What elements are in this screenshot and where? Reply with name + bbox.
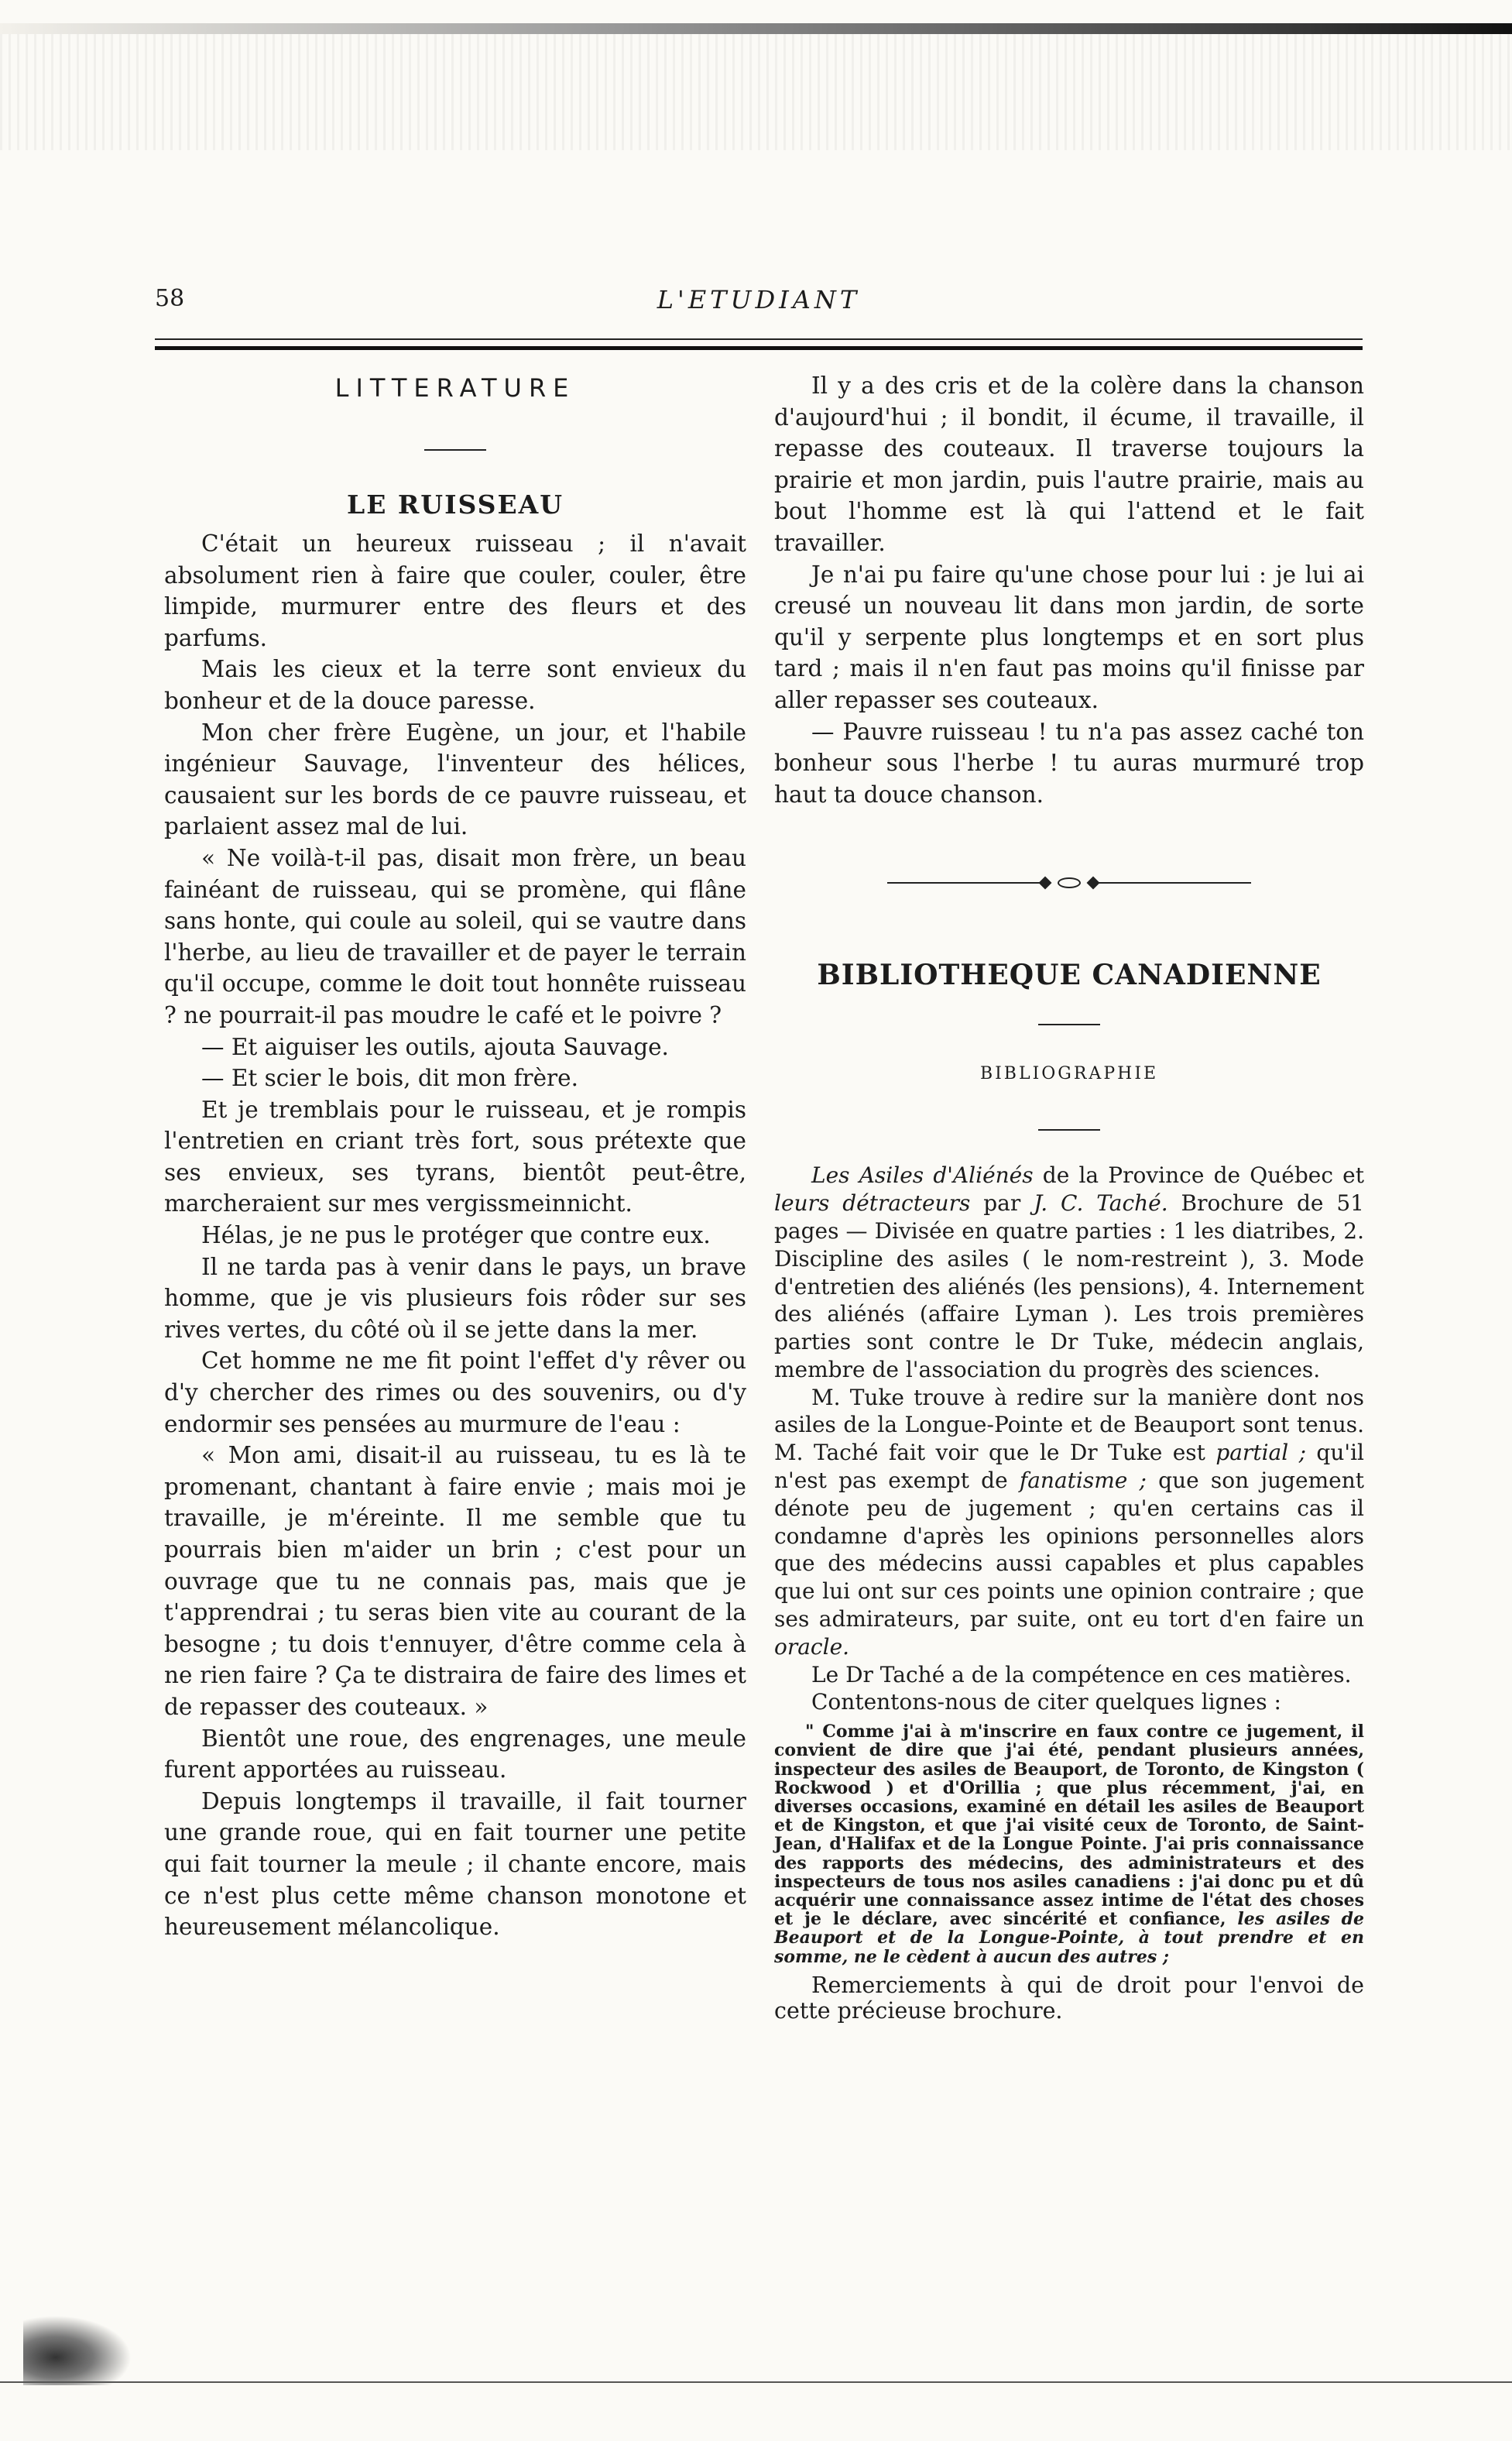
thanks-paragraph: Remerciements à qui de droit pour l'envoi de cette précieuse brochure. [774, 1972, 1364, 2024]
paragraph: « Ne voilà-t-il pas, disait mon frère, un beau fainéant de ruisseau, qui se promène, qui flâne sans honte, qui coule au soleil, qui se vautre dans l'herbe, au lieu de travailler et de payer le terrain qu'il occupe, comme le doit tout honnête ruisseau ? ne pourrait-il pas moudre le café et le poivre ? [164, 844, 746, 1028]
bibliography-body [774, 1162, 1364, 2024]
paragraph: Depuis longtemps il travaille, il fait tourner une grande roue, qui en fait tourner une petite qui fait tourner la meule ; il chante encore, mais ce n'est plus cette même chanson monotone et heureusement mélancolique. [164, 1787, 746, 1941]
right-column [774, 370, 1364, 2024]
review-paragraph: M. Tuke trouve à redire sur la manière dont nos asiles de la Longue-Pointe et de Beauport sont tenus. M. Taché fait voir que le Dr Tuke est partial ; qu'il n'est pas exempt de fanatisme ; que son jugement dénote peu de jugement ; qu'en certains cas il condamne d'après les opinions personnelles alors que des médecins aussi capables et plus capables que lui ont sur ces points une opinion contraire ; que ses admirateurs, par suite, ont eu tort d'en faire un oracle. [774, 1384, 1364, 1660]
article-title: LE RUISSEAU [347, 489, 564, 520]
paragraph: Bientôt une roue, des engrenages, une meule furent apportées au ruisseau. [164, 1725, 746, 1784]
paragraph: C'était un heureux ruisseau ; il n'avait absolument rien à faire que couler, couler, être limpide, murmurer entre des fleurs et des parfums. [164, 530, 746, 651]
book-subtitle: leurs détracteurs [774, 1190, 971, 1217]
author-name: J. C. Taché. [1034, 1190, 1168, 1217]
ornament-line-left [887, 882, 1042, 884]
paragraph: — Et scier le bois, dit mon frère. [201, 1065, 578, 1092]
quotation: " Comme j'ai à m'inscrire en faux contre ce jugement, il convient de dire que j'ai été, pendant plusieurs années, inspecteur des asiles de Beauport, de Toronto, de Kingston ( Rockwood ) et d'Orillia ; que plus récemment, j'ai, en diverses occasions, examiné en détail les asiles de Beauport et de Kingston, et que j'ai visité ceux de Toronto, de Saint-Jean, d'Halifax et de la Longue Pointe. J'ai pris connaissance des rapports des médecins, des administrateurs et des inspecteurs de tous nos asiles canadiens : j'ai donc pu et dû acquérir une connaissance assez intime de l'état des choses et je le déclare, avec sincérité et confiance, les asiles de Beauport et de la Longue-Pointe, à tout prendre et en somme, ne le cèdent à aucun des autres ; [774, 1722, 1364, 1967]
paragraph: — Et aiguiser les outils, ajouta Sauvage. [201, 1033, 669, 1060]
page-bottom-edge [0, 2381, 1512, 2383]
paragraph: Et je tremblais pour le ruisseau, et je rompis l'entretien en criant très fort, sous prétexte que ses envieux, ses tyrans, bientôt peut-être, marcheraient sur mes vergissmeinnicht. [164, 1096, 746, 1217]
header-rule-thick [155, 346, 1363, 350]
running-title: L'ETUDIANT [657, 285, 861, 314]
page-number: 58 [155, 285, 185, 312]
review-paragraph: Le Dr Taché a de la compétence en ces matières. [811, 1661, 1352, 1687]
paragraph: « Mon ami, disait-il au ruisseau, tu es là te promenant, chantant à faire envie ; mais moi je travaille, je m'éreinte. Il me semble que tu pourrais bien m'aider un brin ; c'est pour un ouvrage que tu ne connais pas, mais que je t'apprendrai ; tu seras bien vite au courant de la besogne ; tu dois t'ennuyer, d'être comme cela à ne rien faire ? Ça te distraira de faire des limes et de repasser des couteaux. » [164, 1442, 746, 1720]
paragraph: Mais les cieux et la terre sont envieux du bonheur et de la douce paresse. [164, 656, 746, 714]
article-body [164, 528, 746, 1943]
paragraph: Cet homme ne me fit point l'effet d'y rêver ou d'y chercher des rimes ou des souvenirs, ou d'y endormir ses pensées au murmure de l'eau : [164, 1348, 746, 1437]
review-paragraph: Les Asiles d'Aliénés de la Province de Québec et leurs détracteurs par J. C. Taché. Brochure de 51 pages — Divisée en quatre parties : 1 les diatribes, 2. Discipline des asiles ( le nom-restreint ), 3. Mode d'entretien des aliénés (les pensions), 4. Internement des aliénés (affaire Lyman ). Les trois premières parties sont contre le Dr Tuke, médecin anglais, membre de l'association du progrès des sciences. [774, 1162, 1364, 1382]
left-column [164, 370, 746, 1943]
paragraph: Il y a des cris et de la colère dans la chanson d'aujourd'hui ; il bondit, il écume, il travaille, il repasse des couteaux. Il traverse toujours la prairie et mon jardin, puis l'autre prairie, mais au bout l'homme est là qui l'attend et le fait travailler. [774, 373, 1364, 556]
header-rule-thin [155, 338, 1363, 340]
bibliotheque-title: BIBLIOTHEQUE CANADIENNE [817, 959, 1322, 992]
ornament-line-right [1096, 882, 1251, 884]
book-title: Les Asiles d'Aliénés [811, 1162, 1034, 1189]
ornament-knot [1058, 877, 1081, 888]
ornament-diamond [1039, 877, 1052, 890]
top-edge-rule [0, 23, 1512, 34]
paragraph: Je n'ai pu faire qu'une chose pour lui : je lui ai creusé un nouveau lit dans mon jardin, de sorte qu'il y serpente plus longtemps et en sort plus tard ; mais il n'en faut pas moins qu'il finisse par aller repasser ses couteaux. [774, 561, 1364, 713]
paragraph: Il ne tarda pas à venir dans le pays, un brave homme, que je vis plusieurs fois rôder sur ses rives vertes, du côté où il se jette dans la mer. [164, 1253, 746, 1343]
scan-noise [0, 34, 1512, 150]
paragraph: Hélas, je ne pus le protéger que contre eux. [201, 1222, 711, 1249]
bibliographie-heading: BIBLIOGRAPHIE [979, 1064, 1159, 1084]
ornament-divider [887, 874, 1251, 892]
section-heading: LITTERATURE [334, 373, 576, 403]
paragraph: Mon cher frère Eugène, un jour, et l'habile ingénieur Sauvage, l'inventeur des hélices, causaient sur les bords de ce pauvre ruisseau, et parlaient assez mal de lui. [164, 719, 746, 840]
page-header [155, 285, 1363, 324]
scan-smudge [23, 2316, 132, 2385]
paragraph: — Pauvre ruisseau ! tu n'a pas assez caché ton bonheur sous l'herbe ! tu auras murmuré trop haut ta douce chanson. [774, 718, 1364, 808]
review-paragraph: Contentons-nous de citer quelques lignes : [811, 1689, 1281, 1715]
